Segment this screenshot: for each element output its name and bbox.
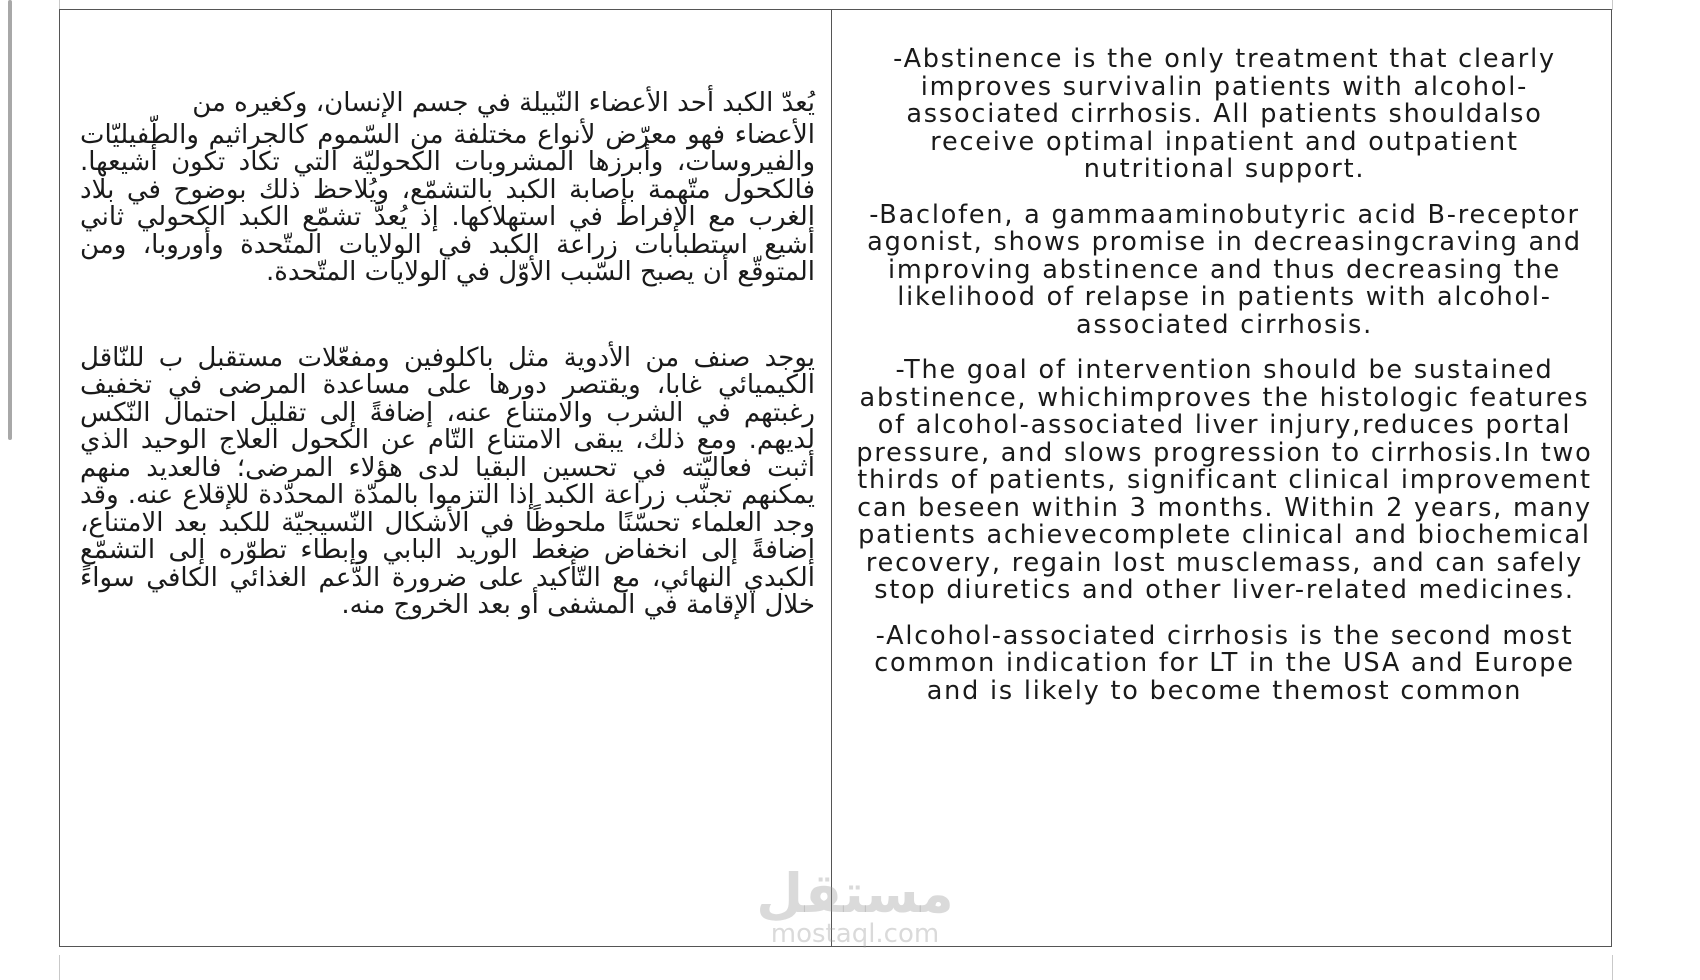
arabic-paragraph: يُعدّ الكبد أحد الأعضاء النّبيلة في جسم الإنسان، وكغيره من	[192, 88, 815, 118]
page-edge-marker	[59, 955, 60, 980]
page-edge-marker	[1612, 0, 1613, 10]
english-paragraph: -The goal of intervention should be sustained abstinence, whichimproves the histologic features of alcohol-associated liver injury,reduces portal pressure, and slows progression to cirrhosis.In two thirds of patients, significant clinical improvement can beseen within 3 months. Within 2 years, many patients achievecomplete clinical and biochemical recovery, regain lost musclemass, and can safely stop diuretics and other liver-related medicines.	[856, 355, 1593, 605]
translation-table	[59, 9, 1612, 947]
watermark-logo: مستقل	[756, 862, 954, 925]
english-paragraph: -Alcohol-associated cirrhosis is the second most common indication for LT in the USA and Europe and is likely to become themost common	[874, 620, 1575, 706]
arabic-paragraph: الأعضاء فهو معرّض لأنواع مختلفة من السّموم كالجراثيم والطّفيليّات والفيروسات، وأبرزها المشروبات الكحوليّة التي تكاد تكون أشيعها. فالكحول متّهمة بإصابة الكبد بالتشمّع، ويُلاحظ ذلك بوضوح في بلاد الغرب مع الإفراط في استهلاكها. إذ يُعدّ تشمّع الكبد الكحولي ثاني أشيع استطبابات زراعة الكبد في الولايات المتّحدة وأوروبا، ومن المتوقّع أن يصبح السّبب الأوّل في الولايات المتّحدة.	[80, 119, 815, 287]
english-column	[832, 10, 1611, 946]
english-paragraph: -Baclofen, a gammaaminobutyric acid B-receptor agonist, shows promise in decreasingcraving and improving abstinence and thus decreasing the likelihood of relapse in patients with alcohol-associated cirrhosis.	[867, 199, 1582, 340]
arabic-paragraph: يوجد صنف من الأدوية مثل باكلوفين ومفعّلات مستقبل ب للنّاقل الكيميائي غابا، ويقتصر دورها على مساعدة المرضى في تخفيف رغبتهم في الشرب والامتناع عنه، إضافةً إلى تقليل احتمال النّكس لديهم. ومع ذلك، يبقى الامتناع التّام عن الكحول العلاج الوحيد الذي أثبت فعاليّته في تحسين البقيا لدى هؤلاء المرضى؛ فالعديد منهم يمكنهم تجنّب زراعة الكبد إذا التزموا بالمدّة المحدّدة للإقلاع عنه. وقد وجد العلماء تحسّنًا ملحوظًا في الأشكال النّسيجيّة للكبد بعد الامتناع، إضافةً إلى انخفاض ضغط الوريد البابي وإبطاء تطوّره إلى التشمّع الكبدي النهائي، مع التّأكيد على ضرورة الدّعم الغذائي الكافي سواءً خلال الإقامة في المشفى أو بعد الخروج منه.	[80, 342, 815, 620]
page-edge-marker	[1612, 955, 1613, 980]
arabic-column	[60, 10, 832, 946]
english-paragraph: -Abstinence is the only treatment that clearly improves survivalin patients with alcohol-associated cirrhosis. All patients shouldalso receive optimal inpatient and outpatient nutritional support.	[893, 44, 1556, 184]
watermark-domain: mostaql.com	[770, 919, 940, 949]
scrollbar[interactable]	[8, 0, 12, 440]
